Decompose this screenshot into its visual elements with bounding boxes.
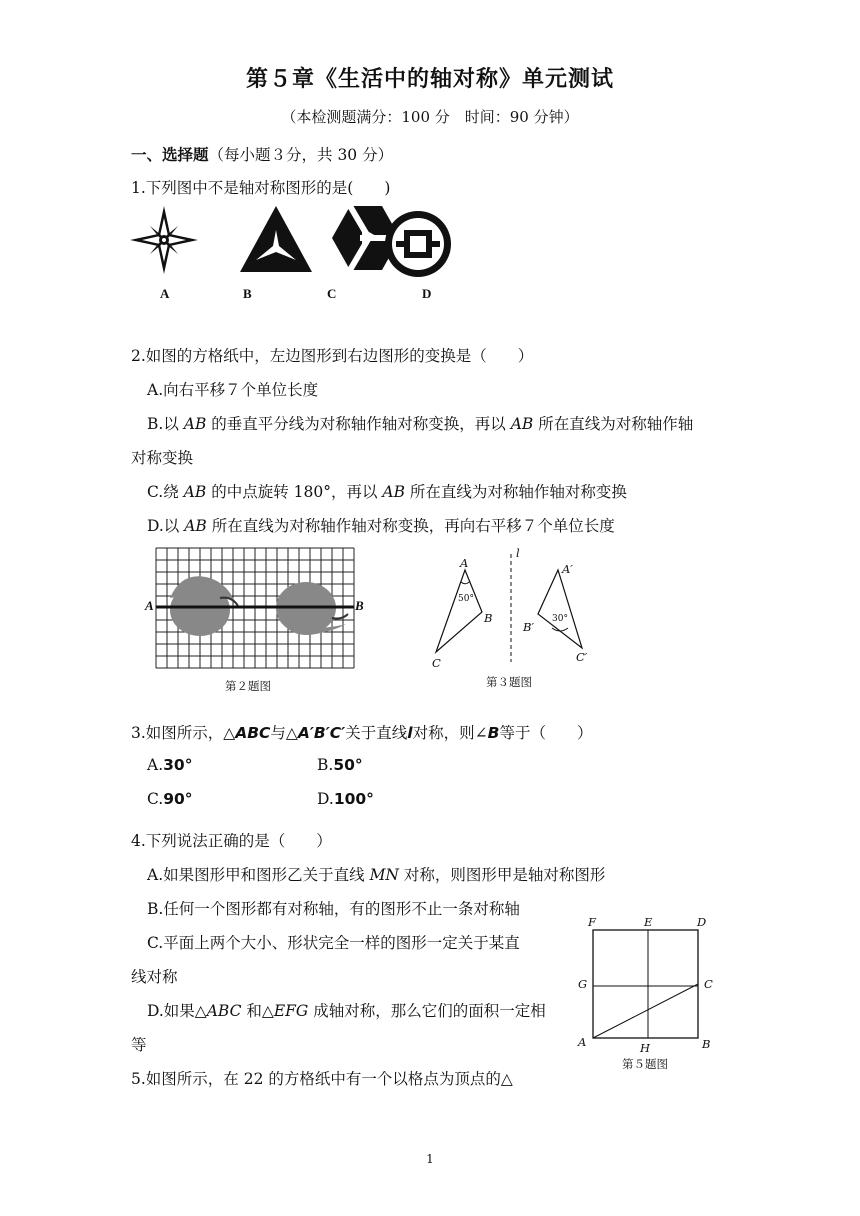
q1-label-d: D bbox=[422, 286, 432, 301]
fig3-angle-30: 30° bbox=[552, 614, 568, 624]
fig5-label-d: D bbox=[697, 915, 707, 929]
fig3-label-c: C bbox=[432, 656, 441, 670]
q3-option-a: A.30° bbox=[147, 756, 193, 774]
q1-figures bbox=[128, 204, 458, 284]
question-3-stem: 3.如图所示，△ABC与△A′B′C′关于直线l对称，则∠B等于（ ） bbox=[131, 724, 593, 742]
q2-option-b-cont: 对称变换 bbox=[131, 449, 194, 467]
q4-option-a: A.如果图形甲和图形乙关于直线 MN 对称，则图形甲是轴对称图形 bbox=[147, 866, 606, 884]
q4-option-c: C.平面上两个大小、形状完全一样的图形一定关于某直 bbox=[147, 934, 520, 952]
figure-d-coin bbox=[385, 211, 451, 277]
q1-label-b: B bbox=[243, 286, 252, 301]
fig5-label-b: B bbox=[702, 1037, 711, 1051]
q2-option-d: D.以 AB 所在直线为对称轴作轴对称变换，再向右平移７个单位长度 bbox=[147, 517, 615, 535]
fig5-label-e: E bbox=[644, 915, 653, 929]
q2-option-a: A.向右平移７个单位长度 bbox=[147, 381, 319, 399]
section-head-label: 一、选择题 bbox=[131, 146, 209, 164]
page-subtitle: （本检测题满分：100 分 时间：90 分钟） bbox=[281, 108, 579, 126]
section-heading bbox=[131, 143, 393, 165]
question-4-stem: 4.下列说法正确的是（ ） bbox=[131, 832, 332, 850]
fig3-label-a-prime: A′ bbox=[562, 562, 573, 576]
fig3-label-a: A bbox=[460, 556, 469, 570]
question-2-stem: 2.如图的方格纸中，左边图形到右边图形的变换是（ ） bbox=[131, 347, 534, 365]
fig5-label-a: A bbox=[578, 1035, 587, 1049]
q4-option-c-cont: 线对称 bbox=[131, 968, 178, 986]
fig5-square-figure bbox=[593, 930, 699, 1040]
figure-b-triangle bbox=[240, 206, 312, 272]
page-title: 第５章《生活中的轴对称》单元测试 bbox=[245, 67, 614, 92]
page-number: 1 bbox=[426, 1152, 434, 1166]
q4-option-b: B.任何一个图形都有对称轴，有的图形不止一条对称轴 bbox=[147, 900, 520, 918]
q2-option-b: B.以 AB 的垂直平分线为对称轴作轴对称变换，再以 AB 所在直线为对称轴作轴 bbox=[147, 415, 694, 433]
fig2-caption: 第２题图 bbox=[225, 679, 271, 693]
q1-label-a: A bbox=[160, 286, 170, 301]
fig2-label-a: A bbox=[145, 598, 154, 613]
fig3-label-c-prime: C′ bbox=[576, 650, 588, 664]
q1-label-c: C bbox=[327, 286, 337, 301]
question-1-stem: 1.下列图中不是轴对称图形的是( ) bbox=[131, 179, 391, 197]
fig2-label-b: B bbox=[355, 598, 364, 613]
q4-option-d: D.如果△ABC 和△EFG 成轴对称，那么它们的面积一定相 bbox=[147, 1002, 546, 1020]
fig3-label-b: B bbox=[484, 611, 493, 625]
q3-option-c: C.90° bbox=[147, 790, 193, 808]
fig3-label-b-prime: B′ bbox=[523, 620, 535, 634]
fig3-triangles-figure bbox=[420, 550, 600, 680]
fig5-label-h: H bbox=[640, 1041, 651, 1055]
question-5-stem: 5.如图所示，在 22 的方格纸中有一个以格点为顶点的△ bbox=[131, 1070, 513, 1088]
fig5-caption: 第５题图 bbox=[622, 1057, 668, 1071]
fig3-angle-50: 50° bbox=[458, 594, 474, 604]
fig5-label-g: G bbox=[578, 977, 588, 991]
q3-option-d: D.100° bbox=[317, 790, 374, 808]
section-note: （每小题３分，共 30 分） bbox=[208, 146, 394, 164]
q2-option-c: C.绕 AB 的中点旋转 180°，再以 AB 所在直线为对称轴作轴对称变换 bbox=[147, 483, 627, 501]
figure-a-compass-star bbox=[130, 206, 198, 274]
fig3-label-l: l bbox=[516, 546, 520, 560]
q3-option-b: B.50° bbox=[317, 756, 363, 774]
fig3-caption: 第３题图 bbox=[486, 675, 532, 689]
fig5-label-f: F bbox=[588, 915, 596, 929]
fig5-label-c: C bbox=[704, 977, 713, 991]
q4-option-d-cont: 等 bbox=[131, 1036, 147, 1054]
fig2-grid-figure bbox=[156, 548, 354, 668]
